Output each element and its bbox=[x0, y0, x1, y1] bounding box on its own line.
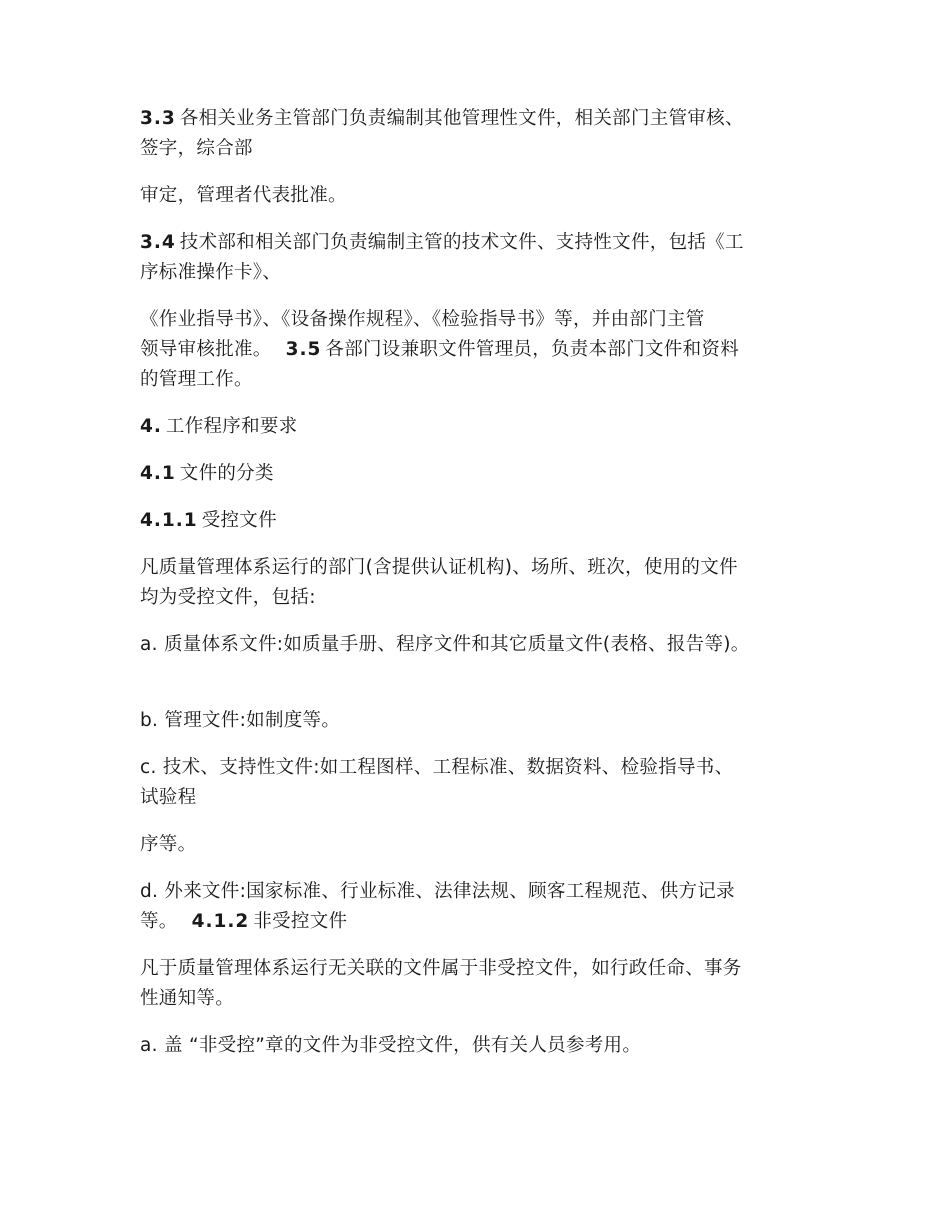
paragraph-text: 试验程 bbox=[140, 787, 197, 808]
paragraph-text: 的管理工作。 bbox=[140, 369, 253, 390]
list-item-b bbox=[140, 706, 812, 736]
paragraph-text: 序标准操作卡》、 bbox=[140, 262, 282, 283]
list-item-a bbox=[140, 630, 812, 660]
heading-text: 文件的分类 bbox=[179, 463, 274, 484]
section-number: 4.1.2 bbox=[191, 911, 250, 932]
paragraph-text: a. 盖 “非受控”章的文件为非受控文件，供有关人员参考用。 bbox=[140, 1035, 642, 1056]
heading-text: 工作程序和要求 bbox=[165, 416, 298, 437]
heading-4 bbox=[140, 412, 812, 442]
paragraph-text: b. 管理文件:如制度等。 bbox=[140, 710, 341, 731]
section-number: 3.3 bbox=[140, 108, 176, 129]
paragraph-text: d. 外来文件:国家标准、行业标准、法律法规、顾客工程规范、供方记录 bbox=[140, 881, 735, 902]
list-item-c bbox=[140, 753, 812, 813]
paragraph-3-3 bbox=[140, 104, 812, 164]
list-item-c-continued bbox=[140, 830, 812, 860]
paragraph-text: 等。 bbox=[140, 911, 178, 932]
section-number: 3.4 bbox=[140, 232, 176, 253]
paragraph-3-5 bbox=[140, 305, 812, 395]
list-item-d bbox=[140, 877, 812, 937]
section-number: 4. bbox=[140, 416, 162, 437]
heading-text: 非受控文件 bbox=[253, 911, 348, 932]
paragraph-text: 各部门设兼职文件管理员，负责本部门文件和资料 bbox=[325, 339, 739, 360]
paragraph-text: 领导审核批准。 bbox=[140, 339, 272, 360]
paragraph-controlled-docs bbox=[140, 553, 812, 613]
paragraph-text: 均为受控文件，包括: bbox=[140, 587, 316, 608]
heading-4-1-1 bbox=[140, 506, 812, 536]
section-number: 4.1.1 bbox=[140, 510, 198, 531]
paragraph-text: 性通知等。 bbox=[140, 988, 235, 1009]
paragraph-3-4 bbox=[140, 228, 812, 288]
paragraph-text: 《作业指导书》、《设备操作规程》、《检验指导书》等，并由部门主管 bbox=[140, 309, 705, 330]
paragraph-uncontrolled-docs bbox=[140, 954, 812, 1014]
section-number: 3.5 bbox=[285, 339, 322, 360]
paragraph-text: 凡于质量管理体系运行无关联的文件属于非受控文件，如行政任命、事务 bbox=[140, 958, 742, 979]
list-item-uncontrolled-a bbox=[140, 1031, 812, 1061]
paragraph-text: 审定，管理者代表批准。 bbox=[140, 185, 347, 206]
paragraph-approval bbox=[140, 181, 812, 211]
paragraph-text: 技术部和相关部门负责编制主管的技术文件、支持性文件，包括《工 bbox=[179, 232, 744, 253]
heading-text: 受控文件 bbox=[201, 510, 277, 531]
document-page bbox=[140, 104, 812, 1078]
paragraph-text: 签字，综合部 bbox=[140, 138, 253, 159]
heading-4-1 bbox=[140, 459, 812, 489]
paragraph-text: a. 质量体系文件:如质量手册、程序文件和其它质量文件(表格、报告等)。 bbox=[140, 634, 750, 655]
paragraph-text: 凡质量管理体系运行的部门(含提供认证机构)、场所、班次，使用的文件 bbox=[140, 557, 738, 578]
paragraph-text: 序等。 bbox=[140, 834, 197, 855]
paragraph-text: 各相关业务主管部门负责编制其他管理性文件，相关部门主管审核、 bbox=[179, 108, 744, 129]
section-number: 4.1 bbox=[140, 463, 176, 484]
paragraph-text: c. 技术、支持性文件:如工程图样、工程标准、数据资料、检验指导书、 bbox=[140, 757, 734, 778]
